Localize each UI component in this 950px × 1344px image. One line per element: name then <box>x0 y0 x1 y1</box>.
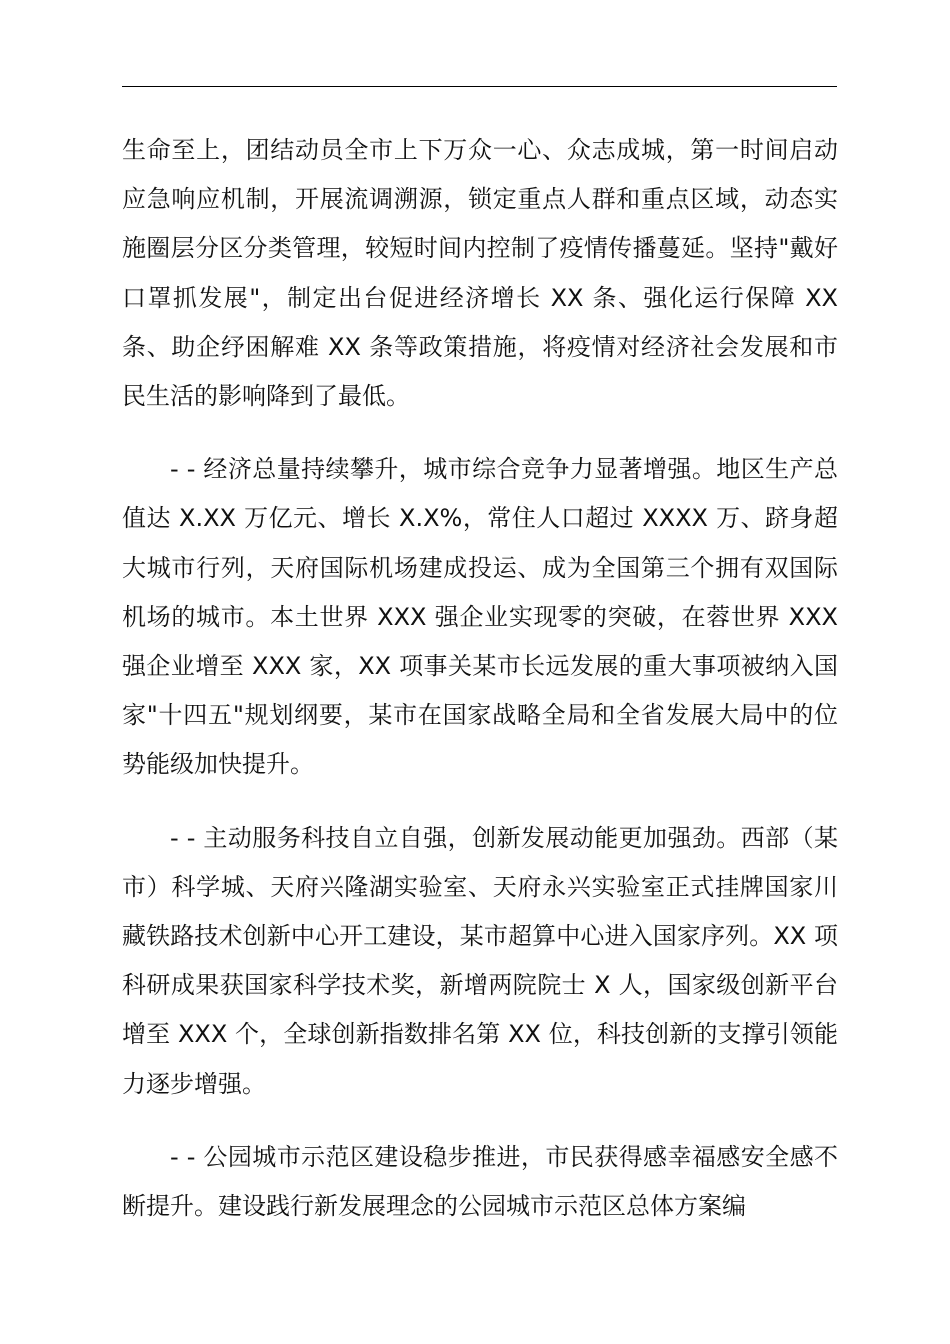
paragraph-park-city: - - 公园城市示范区建设稳步推进，市民获得感幸福感安全感不断提升。建设践行新发展理念的公园城市示范区总体方案编 <box>122 1142 838 1221</box>
header-rule <box>122 86 837 87</box>
paragraph-continued: 生命至上，团结动员全市上下万众一心、众志成城，第一时间启动应急响应机制，开展流调溯源，锁定重点人群和重点区域，动态实施圈层分区分类管理，较短时间内控制了疫情传播蔓延。坚持"戴好口罩抓发展"，制定出台促进经济增长 XX 条、强化运行保障 XX 条、助企纾困解难 XX 条等政策措施，将疫情对经济社会发展和市民生活的影响降到了最低。 <box>122 136 838 411</box>
body-text <box>122 126 838 1231</box>
paragraph-economy: - - 经济总量持续攀升，城市综合竞争力显著增强。地区生产总值达 X.XX 万亿元、增长 X.X%，常住人口超过 XXXX 万、跻身超大城市行列，天府国际机场建成投运、成为全国第三个拥有双国际机场的城市。本土世界 XXX 强企业实现零的突破，在蓉世界 XXX 强企业增至 XXX 家，XX 项事关某市长远发展的重大事项被纳入国家"十四五"规划纲要，某市在国家战略全局和全省发展大局中的位势能级加快提升。 <box>122 455 838 779</box>
paragraph-innovation: - - 主动服务科技自立自强，创新发展动能更加强劲。西部（某市）科学城、天府兴隆湖实验室、天府永兴实验室正式挂牌国家川藏铁路技术创新中心开工建设，某市超算中心进入国家序列。XX 项科研成果获国家科学技术奖，新增两院院士 X 人，国家级创新平台增至 XXX 个，全球创新指数排名第 XX 位，科技创新的支撑引领能力逐步增强。 <box>122 823 838 1098</box>
